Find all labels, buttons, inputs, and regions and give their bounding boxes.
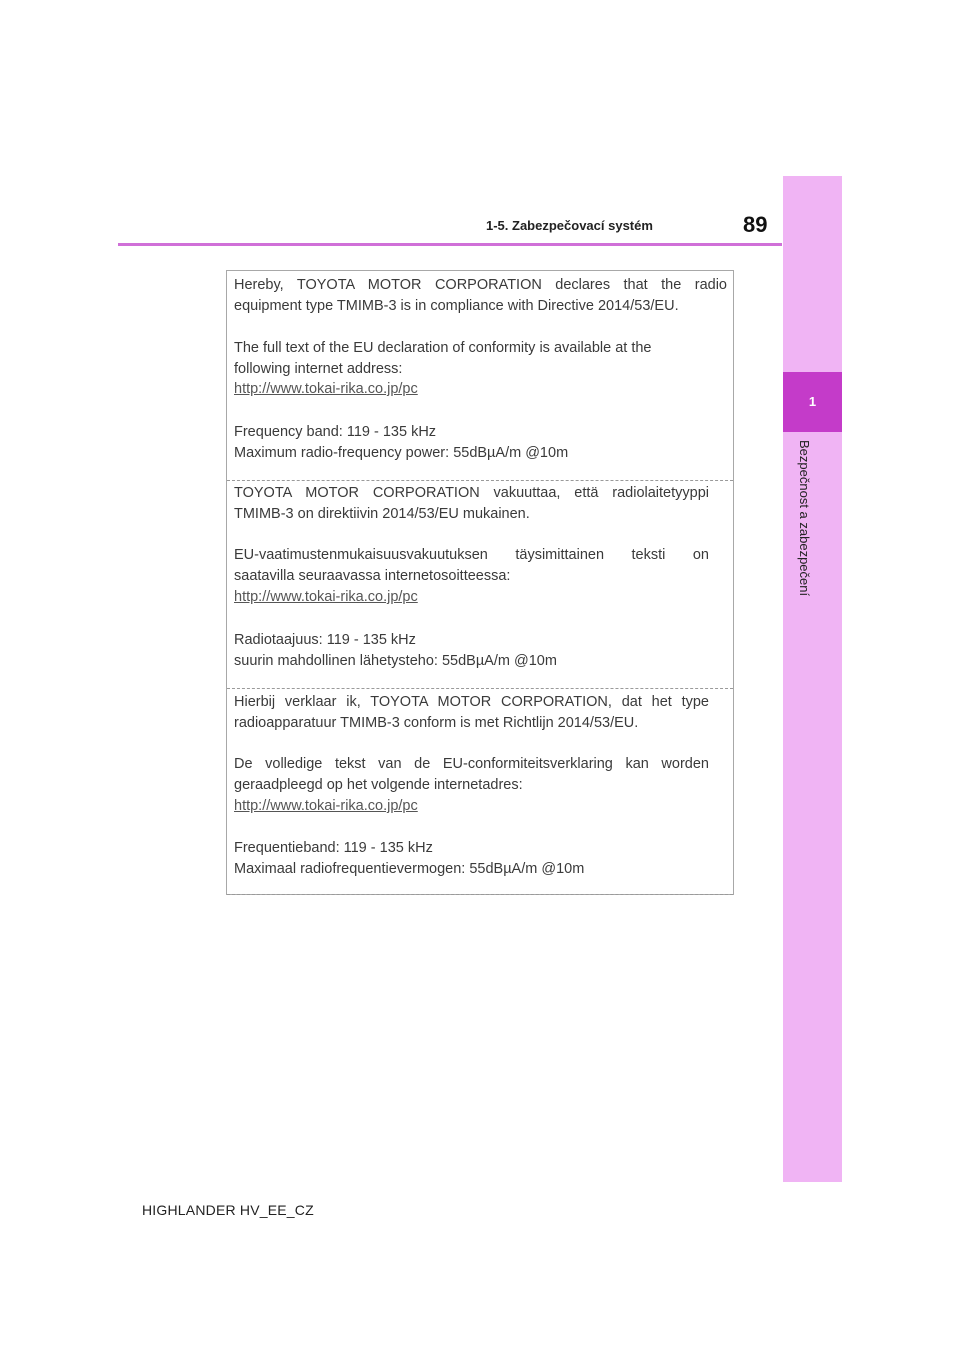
declaration-line: radioapparatuur TMIMB-3 conform is met Richtlijn 2014/53/EU. [234,715,639,731]
availability-line: saatavilla seuraavassa internetosoitteessa: [234,568,511,584]
chapter-title: Bezpečnost a zabezpečení [797,440,812,597]
conformity-url-link[interactable]: http://www.tokai-rika.co.jp/pc [234,381,418,397]
declaration-line: TMIMB-3 on direktiivin 2014/53/EU mukainen. [234,506,530,522]
declaration-line: Hereby, TOYOTA MOTOR CORPORATION declares that the radio [234,277,727,293]
availability-line: The full text of the EU declaration of conformity is available at the [234,340,652,356]
conformity-url-link[interactable]: http://www.tokai-rika.co.jp/pc [234,798,418,814]
frequency-line: Radiotaajuus: 119 - 135 kHz [234,632,416,648]
conformity-url-link[interactable]: http://www.tokai-rika.co.jp/pc [234,589,418,605]
power-line: Maximum radio-frequency power: 55dBµA/m @10m [234,445,569,461]
availability-line: geraadpleegd op het volgende internetadres: [234,777,523,793]
power-line: Maximaal radiofrequentievermogen: 55dBµA/m @10m [234,861,585,877]
conformity-notice-box [226,270,734,895]
declaration-block-finnish [227,480,733,689]
section-header: 1-5. Zabezpečovací systém [486,218,653,233]
box-bottom-rule [227,894,733,895]
declaration-block-dutch [227,688,733,897]
power-line: suurin mahdollinen lähetysteho: 55dBµA/m @10m [234,653,557,669]
availability-line: De volledige tekst van de EU-conformiteitsverklaring kan worden [234,756,709,772]
frequency-line: Frequency band: 119 - 135 kHz [234,424,437,440]
availability-line: following internet address: [234,361,403,377]
header-rule [118,243,782,246]
footer-model-code: HIGHLANDER HV_EE_CZ [142,1202,314,1218]
frequency-line: Frequentieband: 119 - 135 kHz [234,840,433,856]
chapter-sidebar [783,176,842,1182]
chapter-number: 1 [808,394,817,409]
declaration-line: equipment type TMIMB-3 is in compliance with Directive 2014/53/EU. [234,298,679,314]
declaration-line: Hierbij verklaar ik, TOYOTA MOTOR CORPORATION, dat het type [234,694,709,710]
page-number: 89 [743,212,768,237]
declaration-block-english [227,271,733,479]
declaration-line: TOYOTA MOTOR CORPORATION vakuuttaa, että radiolaitetyyppi [234,485,709,501]
availability-line: EU-vaatimustenmukaisuusvakuutuksen täysimittainen teksti on [234,547,709,563]
